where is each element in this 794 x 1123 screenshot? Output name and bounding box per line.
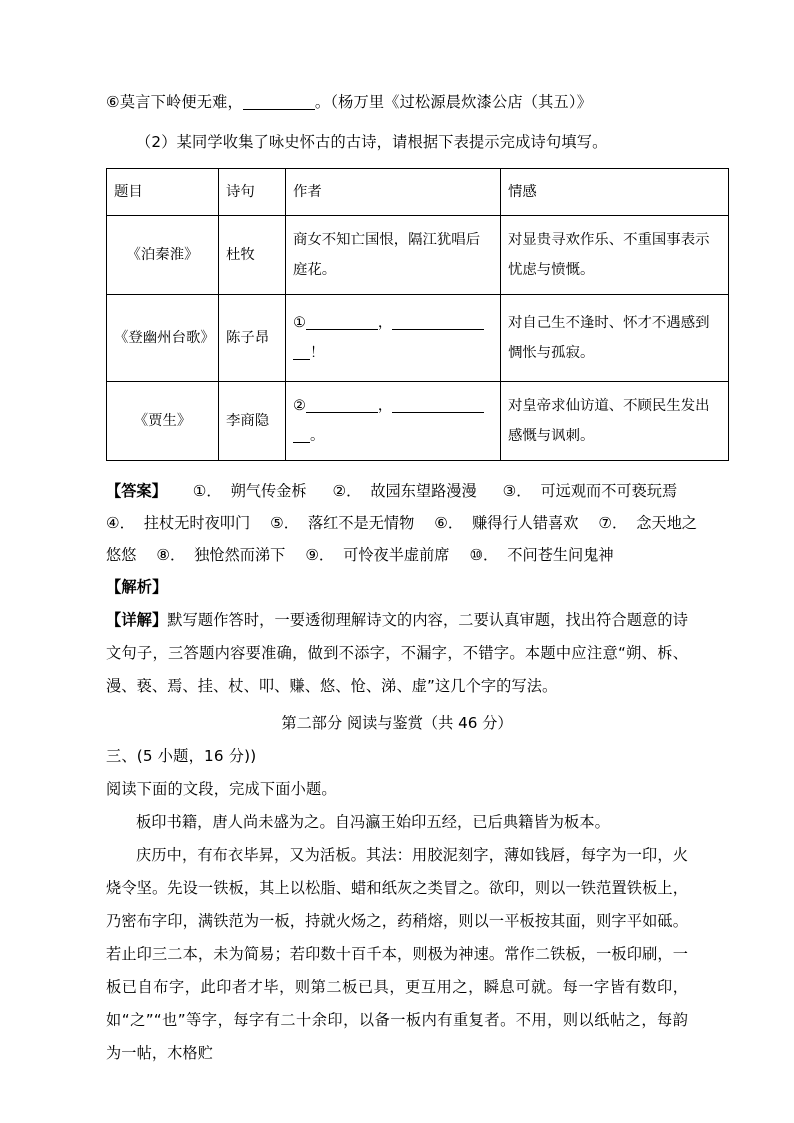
table-row — [107, 295, 729, 382]
verse-marker: ① — [293, 315, 306, 331]
answer-item-6-num: ⑥． — [434, 514, 464, 532]
part-heading: 第二部分 阅读与鉴赏（共 46 分） — [281, 714, 513, 732]
poem-table — [106, 168, 729, 461]
answer-item-7-num: ⑦． — [598, 514, 628, 532]
answer-line-3 — [106, 539, 688, 571]
table-header-row — [107, 169, 729, 216]
passage-paragraph-2: 庆历中，有布衣毕昇，又为活板。其法：用胶泥刻字，薄如钱唇，每字为一印，火烧令坚。先设一铁板，其上以松脂、蜡和纸灰之类冒之。欲印，则以一铁范置铁板上，乃密布字印，满铁范为一板，持就火炀之，药稍熔，则以一平板按其面，则字平如砥。若止印三二本，未为简易；若印数十百千本，则极为神速。常作二铁板，一板印刷，一板已自布字，此印者才毕，则第二板已具，更互用之，瞬息可就。每一字皆有数印，如“之”“也”等字，每字有二十余印，以备一板内有重复者。不用，则以纸帖之，每韵为一帖，木格贮 — [106, 846, 688, 1062]
analysis-label: 【解析】 — [106, 578, 168, 596]
answer-item-8-num: ⑧． — [156, 546, 186, 564]
answer-item-3-num: ③． — [502, 482, 532, 500]
analysis-detail — [106, 604, 688, 703]
answer-item-10-text: 不问苍生问鬼神 — [507, 546, 614, 564]
header-emotion: 情感 — [501, 169, 729, 216]
answer-item-4-text: 拄杖无时夜叩门 — [143, 514, 251, 532]
fill-blank — [293, 359, 310, 360]
answer-item-3-text: 可远观而不可亵玩焉 — [540, 482, 678, 500]
answer-item-6-text: 赚得行人错喜欢 — [472, 514, 579, 532]
fill-blank — [392, 412, 484, 413]
row-author: 李商隐 — [219, 382, 286, 461]
verse-marker: ② — [293, 398, 306, 414]
row-verse-blank — [286, 382, 501, 461]
answer-line-2 — [106, 507, 697, 539]
header-title: 题目 — [107, 169, 219, 216]
answer-item-7-text-cont: 悠悠 — [106, 546, 137, 564]
answer-item-5-num: ⑤． — [270, 514, 299, 532]
answer-item-7-text-part: 念天地之 — [636, 514, 697, 532]
answer-item-10-num: ⑩． — [469, 546, 499, 564]
question-2: （2）某同学收集了咏史怀古的古诗，请根据下表提示完成诗句填写。 — [136, 133, 608, 151]
answer-item-1-text: 朔气传金柝 — [230, 482, 307, 500]
fill-blank — [306, 412, 378, 413]
verse-end: ！ — [310, 345, 325, 361]
poem-line-6 — [106, 86, 688, 119]
answer-item-8-text: 独怆然而涕下 — [194, 546, 286, 564]
row-author: 陈子昂 — [219, 295, 286, 382]
poem-line-6-tail: 。（杨万里《过松源晨炊漆公店（其五）》 — [314, 93, 593, 111]
row-author: 杜牧 — [219, 216, 286, 295]
answer-item-9-num: ⑨． — [305, 546, 335, 564]
passage-paragraph-1: 板印书籍，唐人尚未盛为之。自冯瀛王始印五经，已后典籍皆为板本。 — [136, 813, 610, 831]
fill-blank — [392, 329, 484, 330]
row-emotion: 对自己生不逢时、怀才不遇感到惆怅与孤寂。 — [501, 295, 729, 382]
table-row — [107, 216, 729, 295]
answer-item-5-text: 落红不是无情物 — [307, 514, 415, 532]
table-row — [107, 382, 729, 461]
row-emotion: 对显贵寻欢作乐、不重国事表示忧虑与愤慨。 — [501, 216, 729, 295]
answer-item-1-num: ①． — [192, 482, 222, 500]
fill-blank — [306, 329, 378, 330]
row-verse: 商女不知亡国恨，隔江犹唱后庭花。 — [286, 216, 501, 295]
poem-line-6-head: ⑥莫言下岭便无难， — [106, 93, 243, 111]
fill-blank — [293, 442, 310, 443]
header-verse: 诗句 — [219, 169, 286, 216]
row-verse-blank — [286, 295, 501, 382]
verse-mid: ， — [377, 398, 393, 414]
verse-end: 。 — [310, 428, 325, 444]
verse-mid: ， — [377, 315, 393, 331]
reading-instruction: 阅读下面的文段，完成下面小题。 — [106, 780, 337, 798]
group-heading: 三、(5 小题，16 分)) — [106, 747, 257, 765]
answer-item-2-num: ②． — [332, 482, 362, 500]
answer-item-4-num: ④． — [106, 514, 135, 532]
answer-item-9-text: 可怜夜半虚前席 — [343, 546, 450, 564]
answer-line-1 — [106, 475, 688, 507]
analysis-detail-text: 默写题作答时，一要透彻理解诗文的内容，二要认真审题，找出符合题意的诗文句子，三答题内容要准确，做到不添字，不漏字，不错字。本题中应注意“朔、柝、漫、亵、焉、挂、杖、叩、赚、悠、怆、涕、虚”这几个字的写法。 — [106, 611, 688, 695]
row-emotion: 对皇帝求仙访道、不顾民生发出感慨与讽刺。 — [501, 382, 729, 461]
row-title: 《贾生》 — [107, 382, 219, 461]
row-title: 《泊秦淮》 — [107, 216, 219, 295]
analysis-detail-label: 【详解】 — [106, 611, 168, 629]
answer-label: 【答案】 — [106, 482, 167, 500]
fill-blank — [243, 109, 315, 110]
answer-item-2-text: 故园东望路漫漫 — [370, 482, 477, 500]
row-title: 《登幽州台歌》 — [107, 295, 219, 382]
header-author: 作者 — [286, 169, 501, 216]
